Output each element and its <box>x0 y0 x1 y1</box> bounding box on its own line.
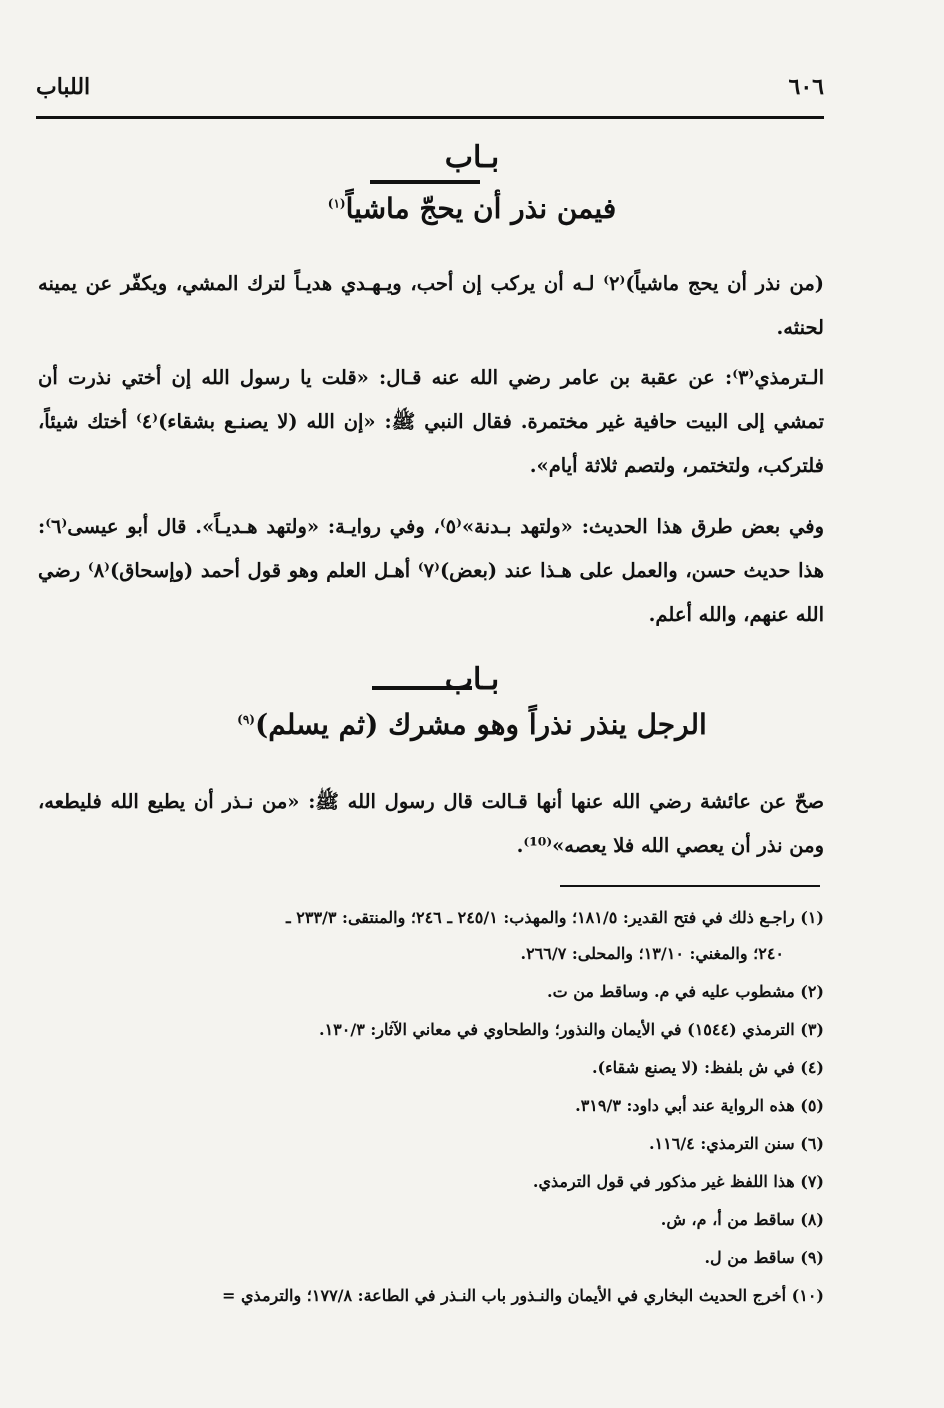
footnote-ref: (١) <box>327 196 346 211</box>
footnote: (١٠) أخرج الحديث البخاري في الأيمان والنـذور باب النـذر في الطاعة: ١٧٧/٨؛ والترمذي = <box>222 1286 824 1305</box>
footnote: (٢) مشطوب عليه في م. وساقط من ت. <box>547 982 824 1001</box>
footnote: ٢٤٠؛ والمغني: ١٣/١٠؛ والمحلى: ٢٦٦/٧. <box>520 944 784 963</box>
footnote: (٥) هذه الرواية عند أبي داود: ٣١٩/٣. <box>575 1096 824 1115</box>
bab-heading-1: بـاب <box>444 140 500 175</box>
chapter-title-text: فيمن نذر أن يحجّ ماشياً <box>345 192 617 225</box>
header-rule <box>36 116 824 119</box>
footnote: (٧) هذا اللفظ غير مذكور في قول الترمذي. <box>532 1172 824 1191</box>
bab-heading-2: بـاب <box>444 662 500 697</box>
book-title: اللباب <box>36 74 91 100</box>
footnote: (٩) ساقط من ل. <box>704 1248 824 1267</box>
chapter-title-1 <box>0 192 944 225</box>
bab-underline-2 <box>372 686 472 690</box>
footnote: (٤) في ش بلفظ: (لا يصنع شقاء). <box>591 1058 824 1077</box>
footnote: (٣) الترمذي (١٥٤٤) في الأيمان والنذور؛ والطحاوي في معاني الآثار: ١٣٠/٣. <box>318 1020 824 1039</box>
paragraph: وفي بعض طرق هذا الحديث: «ولتهد بـدنة»⁽٥⁾، وفي روايـة: «ولتهد هـديـاً». قال أبو عيسى⁽٦⁾: هذا حديث حسن، والعمل على هـذا عند (بعض)⁽٧⁾ أهـل العلم وهو قول أحمد (وإسحاق)⁽٨⁾ رضي الله عنهم، والله أعلم. <box>38 515 825 626</box>
paragraph: (من نذر أن يحج ماشياً)⁽٢⁾ لـه أن يركب إن أحب، ويـهـدي هديـاً لترك المشي، ويكفّر عن يمينه لحنثه. <box>38 272 824 339</box>
footnote: (٨) ساقط من أ، م، ش. <box>660 1210 824 1229</box>
running-header <box>36 74 824 100</box>
chapter-title-2 <box>0 708 944 741</box>
footnote: (١) راجـع ذلك في فتح القدير: ١٨١/٥؛ والمهذب: ٢٤٥/١ ـ ٢٤٦؛ والمنتقى: ٢٣٣/٣ ـ <box>285 908 824 927</box>
footnote-ref: (٩) <box>237 712 255 727</box>
page-number: ٦٠٦ <box>788 74 824 100</box>
chapter-title-text: الرجل ينذر نذراً وهو مشرك (ثم يسلم) <box>254 708 707 741</box>
paragraph: الـترمذي⁽٣⁾: عن عقبة بن عامر رضي الله عنه قـال: «قلت يا رسول الله إن أختي نذرت أن تمشي إلى البيت حافية غير مختمرة. فقال النبي ﷺ: «إن الله (لا يصنـع بشقاء)⁽٤⁾ أختك شيئاً، فلتركب، ولتختمر، ولتصم ثلاثة أيام». <box>38 366 824 477</box>
footnote-separator <box>560 885 820 887</box>
paragraph: صحّ عن عائشة رضي الله عنها أنها قـالت قال رسول الله ﷺ: «من نـذر أن يطيع الله فليطعه، ومن نذر أن يعصي الله فلا يعصه»⁽¹⁰⁾. <box>38 790 824 857</box>
footnote: (٦) سنن الترمذي: ١١٦/٤. <box>648 1134 824 1153</box>
bab-underline-1 <box>370 180 480 184</box>
